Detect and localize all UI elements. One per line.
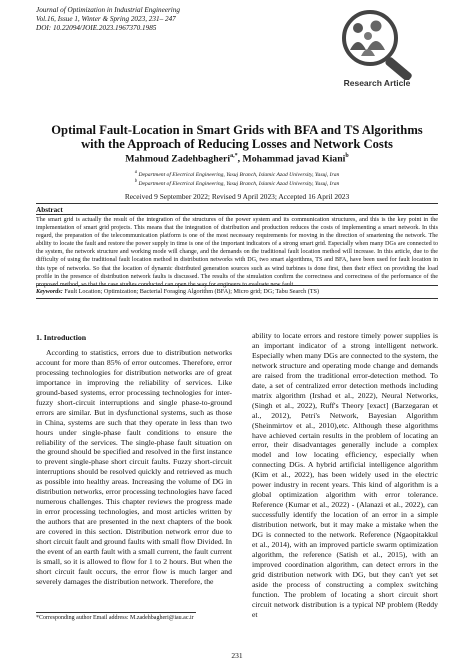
title-line-2: with the Approach of Reducing Losses and Network Costs bbox=[81, 137, 393, 151]
divider-keywords-top bbox=[36, 285, 438, 286]
affiliation-b-marker: b bbox=[134, 179, 138, 184]
author-2-marker: b bbox=[345, 153, 349, 159]
keywords-label: Keywords: bbox=[36, 288, 63, 295]
received-dates: Received 9 September 2022; Revised 9 April 2023; Accepted 16 April 2023 bbox=[124, 192, 350, 201]
introduction-left-text: According to statistics, errors due to distribution networks account for more than 85% of error outcomes. Therefore, error processing technologies for distribution networks are of great importance in improving the reliability of services. Like ground-based systems, error processing technologies for inter-fuzzy short-circuit interruptions and single phase-to-ground errors are similar. But in dysfunctional systems, such as those in China, systems are such that they operate in less than two hours under single-phase fault conditions to ensure the reliability of the services. The single-phase fault situation on the ground should be specified and resolved in the first instance to prevent single-phase short circuit faults. Fuzzy short-circuit interruptions should be resolved quickly and retrieved as much as possible into healthy areas. Increasing the volume of DG in distribution networks, error processing technologies have faced numerous challenges. This chapter reviews the progress made in error processing technologies, and most articles written by the authors that are presented in the next chapters of the book are covered in this section. Distribution network error due to short circuit fault and ground faults with small flow Divided. In the event of an earth fault with a small current, the fault current is small, so it is allowed to flow for 1 to 2 hours. But when the short circuit fault occurs, the error flow is much larger and severely damages the distribution network. Therefore, the bbox=[36, 347, 232, 586]
abstract-text: The smart grid is actually the result of the integration of the structures of the power system and its communication structures, and this is the key point in the implementation of smart grid projects. This means that the integration of distribution and production reduces the costs of implementing a smart network. In this regard, the preparation of the telecommunication platform is one of the most necessary requirements for moving in the direction of smartening the network. The ability to locate the fault and restore the power supply in time is one of the important indicators of a strong smart grid. Especially when many DGs are connected to the system, the network structure and working mode will change, and the demands on the traditional fault location method will increase. In this article, due to the difficulty of using the traditional fault location method in distribution networks with DG, two smart algorithms, TS and BFA, have been used for fault location in this type of networks. So that the location of dynamic distributed generation sources such as wind turbines is done first, then their effect on providing the load profile in the presence of distribution network faults is discussed. The results of the simulation confirm the correctness and correctness of the performance of the proposed method, so that the case studies conducted can open the way for engineers to evaluate new fault. bbox=[36, 217, 438, 288]
corresponding-author-footnote: *Corresponding author Email address: M.zadehbagheri@iau.ac.ir bbox=[36, 615, 194, 621]
abstract-heading: Abstract bbox=[36, 206, 63, 214]
footnote-rule bbox=[36, 612, 196, 613]
affiliation-a bbox=[20, 170, 454, 178]
introduction-right-text: ability to locate errors and restore timely power supplies is an important indicator of a strong intelligent network. Especially when many DGs are connected to the system, the network structure and operating mode change and demands are raised from the traditional error-detection method. To date, a set of centralized error detection methods including matrix algorithm (Irshad et al., 2022), Neural Networks, (Singh et al., 2022), Ruff's Theory [exact] (Barzegaran et al., 2012), Petri's Network, Bayesian Algorithm (Sheinmirtov et al., 2010),etc. Although these algorithms have achieved certain results in the problem of locating an error, their disadvantages generally include a complex model and low locating efficiency, especially when connecting DGs. A hybrid artificial intelligence algorithm (Kim et al., 2022), has been widely used in the electric power industry in recent years. This kind of algorithm is a global optimization algorithm with error tolerance. Reference (Kumar et al., 2022) - (Alanazi et al., 2022), can successfully identify the location of an error in a simple distribution network, but it may make a mistake when the DG is connected to the network. Reference (Ngaopitakkul et al., 2014), with an improved particle swarm optimization algorithm, the reference (Satish et al., 2015), with an improved coordination algorithm, can detect errors in the grid distribution network with DG, but they can't yet set aside the process of constructing a complex switching function. The problem of locating a short circuit short circuit network distribution is a typical NP problem (Reddy et bbox=[252, 331, 438, 619]
section-heading-introduction: 1. Introduction bbox=[36, 333, 87, 342]
author-2: Mohammad javad Kiani bbox=[242, 153, 346, 165]
affiliation-b-text: Department of Electrical Engineering, Yasuj Branch, Islamic Azad University, Yasuj, Iran bbox=[138, 180, 340, 187]
keywords bbox=[36, 288, 438, 295]
divider-keywords-bottom bbox=[36, 298, 438, 299]
column-left bbox=[36, 333, 232, 587]
keywords-text: Fault Location; Optimization; Bacterial Foraging Algorithm (BFA); Micro grid; DG; Tabu Search (TS) bbox=[64, 288, 320, 295]
magnifier-people-icon bbox=[318, 6, 436, 80]
journal-header bbox=[36, 6, 276, 33]
research-article-logo bbox=[318, 6, 436, 92]
affiliation-b bbox=[20, 179, 454, 187]
journal-doi: DOI: 10.22094/JOIE.2023.1967370.1985 bbox=[36, 24, 157, 32]
affiliation-a-text: Department of Electrical Engineering, Yasuj Branch, Islamic Azad University, Yasuj, Iran bbox=[138, 171, 340, 178]
journal-name: Journal of Optimization in Industrial Engineering bbox=[36, 6, 180, 14]
author-1: Mahmoud Zadehbagheri bbox=[125, 153, 231, 165]
journal-volume: Vol.16, Issue 1, Winter & Spring 2023, 231– 247 bbox=[36, 15, 176, 23]
author-list: Mahmoud Zadehbagheri$^{a,*}$, Mohammad javad Kiani$^b$ bbox=[125, 153, 349, 165]
author-1-marker: a,* bbox=[230, 153, 238, 159]
divider-top bbox=[36, 203, 438, 204]
title-line-1: Optimal Fault-Location in Smart Grids with BFA and TS Algorithms bbox=[51, 123, 423, 137]
paper-title bbox=[20, 123, 454, 151]
affiliation-a-marker: a bbox=[134, 170, 138, 175]
column-right bbox=[252, 331, 438, 620]
divider-abstract bbox=[36, 214, 438, 215]
page-number: 231 bbox=[231, 651, 243, 660]
logo-label: Research Article bbox=[343, 78, 411, 88]
